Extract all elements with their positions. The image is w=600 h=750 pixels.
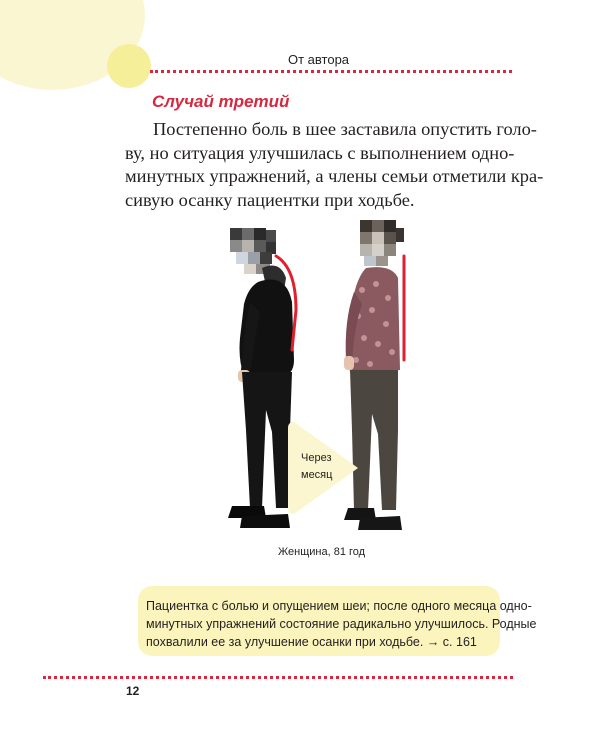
- summary-line: Пациентка с болью и опущением шеи; после одного месяца одно-: [146, 599, 532, 613]
- arrow-label: [301, 450, 332, 484]
- section-title: Случай третий: [152, 92, 290, 111]
- body-line: сивую осанку пациентки при ходьбе.: [125, 189, 415, 210]
- arrow-label-line: Через: [301, 452, 332, 464]
- header-dotted-divider: [150, 70, 512, 73]
- body-line: минутных упражнений, а члены семьи отметили кра-: [125, 166, 544, 186]
- decorative-circle-small: [107, 44, 151, 88]
- body-paragraph: [125, 118, 544, 212]
- page-number: 12: [126, 684, 140, 698]
- footer-dotted-divider: [43, 676, 513, 679]
- figure-caption: Женщина, 81 год: [278, 546, 366, 558]
- summary-text: [146, 597, 537, 651]
- body-line: Постепенно боль в шее заставила опустить голо-: [153, 119, 537, 139]
- arrow-label-line: месяц: [301, 469, 333, 481]
- summary-line: минутных упражнений состояние радикально улучшилось. Родные: [146, 617, 537, 631]
- summary-line: похвалили ее за улучшение осанки при ходьбе. → с. 161: [146, 635, 477, 649]
- patient-before-figure: [228, 228, 296, 528]
- body-line: ву, но ситуация улучшилась с выполнением одно-: [125, 142, 515, 163]
- running-head: От автора: [288, 52, 350, 67]
